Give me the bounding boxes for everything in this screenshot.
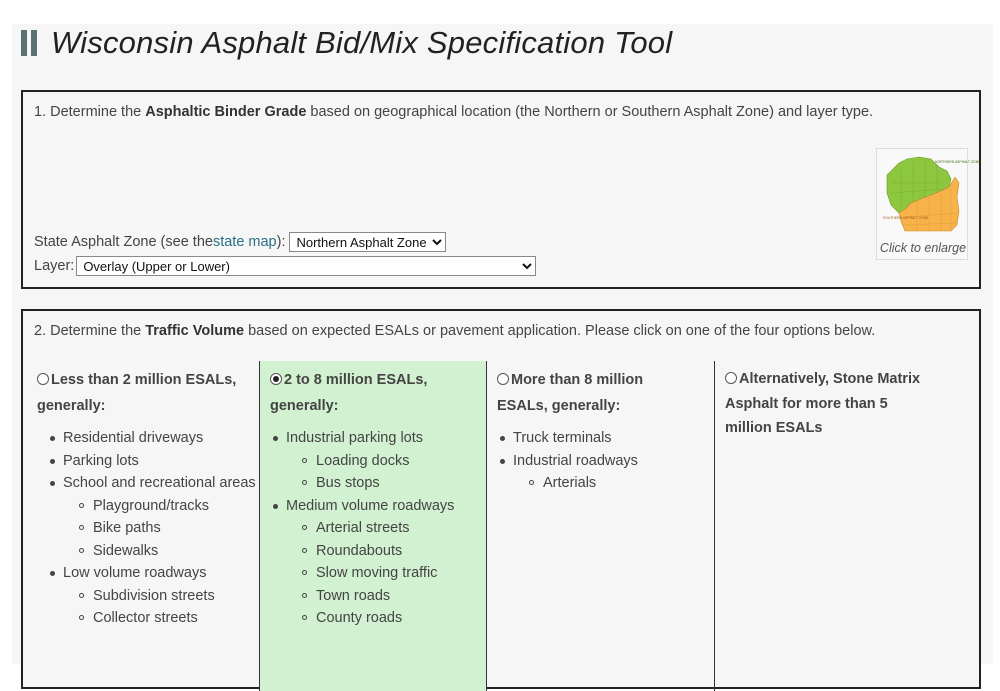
option-more-than-8-million[interactable]	[487, 361, 715, 691]
list-item	[256, 427, 486, 495]
zone-row	[34, 232, 446, 252]
list-item-text: Low volume roadways	[63, 565, 207, 581]
step1-intro	[34, 104, 873, 120]
sub-list	[513, 472, 714, 495]
state-map-link[interactable]: state map	[212, 234, 277, 250]
option-heading-text: Alternatively, Stone Matrix Asphalt for more than 5 million ESALs	[725, 371, 921, 436]
layer-label: Layer:	[34, 258, 75, 274]
option-heading	[715, 367, 935, 441]
radio-button[interactable]	[497, 373, 509, 385]
list-item-text: Parking lots	[63, 452, 139, 469]
radio-button[interactable]	[37, 373, 49, 385]
sub-list-item: Arterials	[513, 472, 714, 495]
step1-intro-prefix: 1. Determine the	[34, 104, 146, 120]
radio-button[interactable]	[725, 372, 737, 384]
sub-list-item: Collector streets	[63, 607, 259, 630]
traffic-volume-section	[21, 309, 981, 689]
list-item	[33, 562, 259, 630]
asphalt-zone-select[interactable]	[289, 232, 446, 252]
option-heading	[260, 367, 460, 419]
step1-intro-suffix: based on geographical location (the Northern or Southern Asphalt Zone) and layer type.	[306, 104, 874, 120]
step2-intro	[34, 323, 875, 339]
list-item	[483, 427, 714, 450]
list-item-text: Residential driveways	[63, 430, 204, 446]
sub-list	[286, 517, 486, 630]
sub-list-item: County roads	[286, 607, 486, 630]
layer-row	[34, 256, 536, 276]
list-item-text: Industrial parking lots	[286, 430, 424, 446]
list-item-text: School and recreational areas	[63, 475, 256, 491]
sub-list	[63, 495, 259, 563]
option-heading-text: Less than 2 million ESALs, generally:	[37, 372, 237, 414]
state-map-thumbnail[interactable]	[876, 148, 981, 260]
option-list	[483, 427, 714, 495]
map-caption: Click to enlarge	[879, 241, 967, 255]
sub-list-item: Town roads	[286, 585, 486, 608]
option-less-than-2-million[interactable]	[33, 361, 259, 691]
list-item-text: Industrial roadways	[513, 452, 638, 469]
option-2-to-8-million[interactable]	[259, 361, 487, 691]
option-heading-text: More than 8 million ESALs, generally:	[497, 372, 644, 414]
step2-intro-suffix: based on expected ESALs or pavement application. Please click on one of the four options below.	[244, 323, 876, 339]
binder-grade-section	[21, 90, 981, 289]
list-item-text: Truck terminals	[513, 430, 612, 446]
list-item	[33, 472, 259, 562]
title-bars-icon	[21, 30, 37, 56]
list-item	[483, 450, 714, 495]
step1-intro-bold: Asphaltic Binder Grade	[145, 104, 307, 120]
sub-list-item: Arterial streets	[286, 517, 486, 540]
list-item-text: Medium volume roadways	[286, 497, 455, 514]
option-list	[33, 427, 259, 630]
zone-label-suffix: ):	[276, 234, 286, 250]
layer-select[interactable]	[76, 256, 536, 276]
sub-list	[286, 450, 486, 495]
list-item	[256, 495, 486, 630]
option-heading-text: 2 to 8 million ESALs, generally:	[270, 372, 428, 414]
sub-list-item: Bus stops	[286, 472, 486, 495]
list-item	[33, 427, 259, 450]
option-heading	[33, 367, 259, 419]
sub-list-item: Sidewalks	[63, 540, 259, 563]
sub-list	[63, 585, 259, 630]
sub-list-item: Playground/tracks	[63, 495, 259, 518]
zone-label-prefix: State Asphalt Zone (see the	[34, 234, 213, 250]
sub-list-item: Subdivision streets	[63, 585, 259, 608]
sub-list-item: Loading docks	[286, 450, 486, 473]
option-heading	[487, 367, 677, 419]
list-item	[33, 450, 259, 473]
page-title: Wisconsin Asphalt Bid/Mix Specification Tool	[51, 25, 673, 60]
header	[21, 27, 672, 59]
sub-list-item: Bike paths	[63, 517, 259, 540]
step2-intro-bold: Traffic Volume	[145, 323, 245, 339]
step2-intro-prefix: 2. Determine the	[34, 323, 146, 339]
option-list	[256, 427, 486, 630]
wisconsin-map-icon	[881, 153, 981, 235]
page	[12, 24, 993, 664]
option-stone-matrix-asphalt[interactable]	[715, 361, 955, 691]
map-south-label: SOUTHERN ASPHALT ZONE	[883, 216, 929, 220]
sub-list-item: Roundabouts	[286, 540, 486, 563]
traffic-options	[23, 361, 979, 691]
map-north-label: NORTHERN ASPHALT ZONE	[935, 160, 981, 164]
sub-list-item: Slow moving traffic	[286, 562, 486, 585]
radio-button-checked[interactable]	[270, 373, 282, 385]
